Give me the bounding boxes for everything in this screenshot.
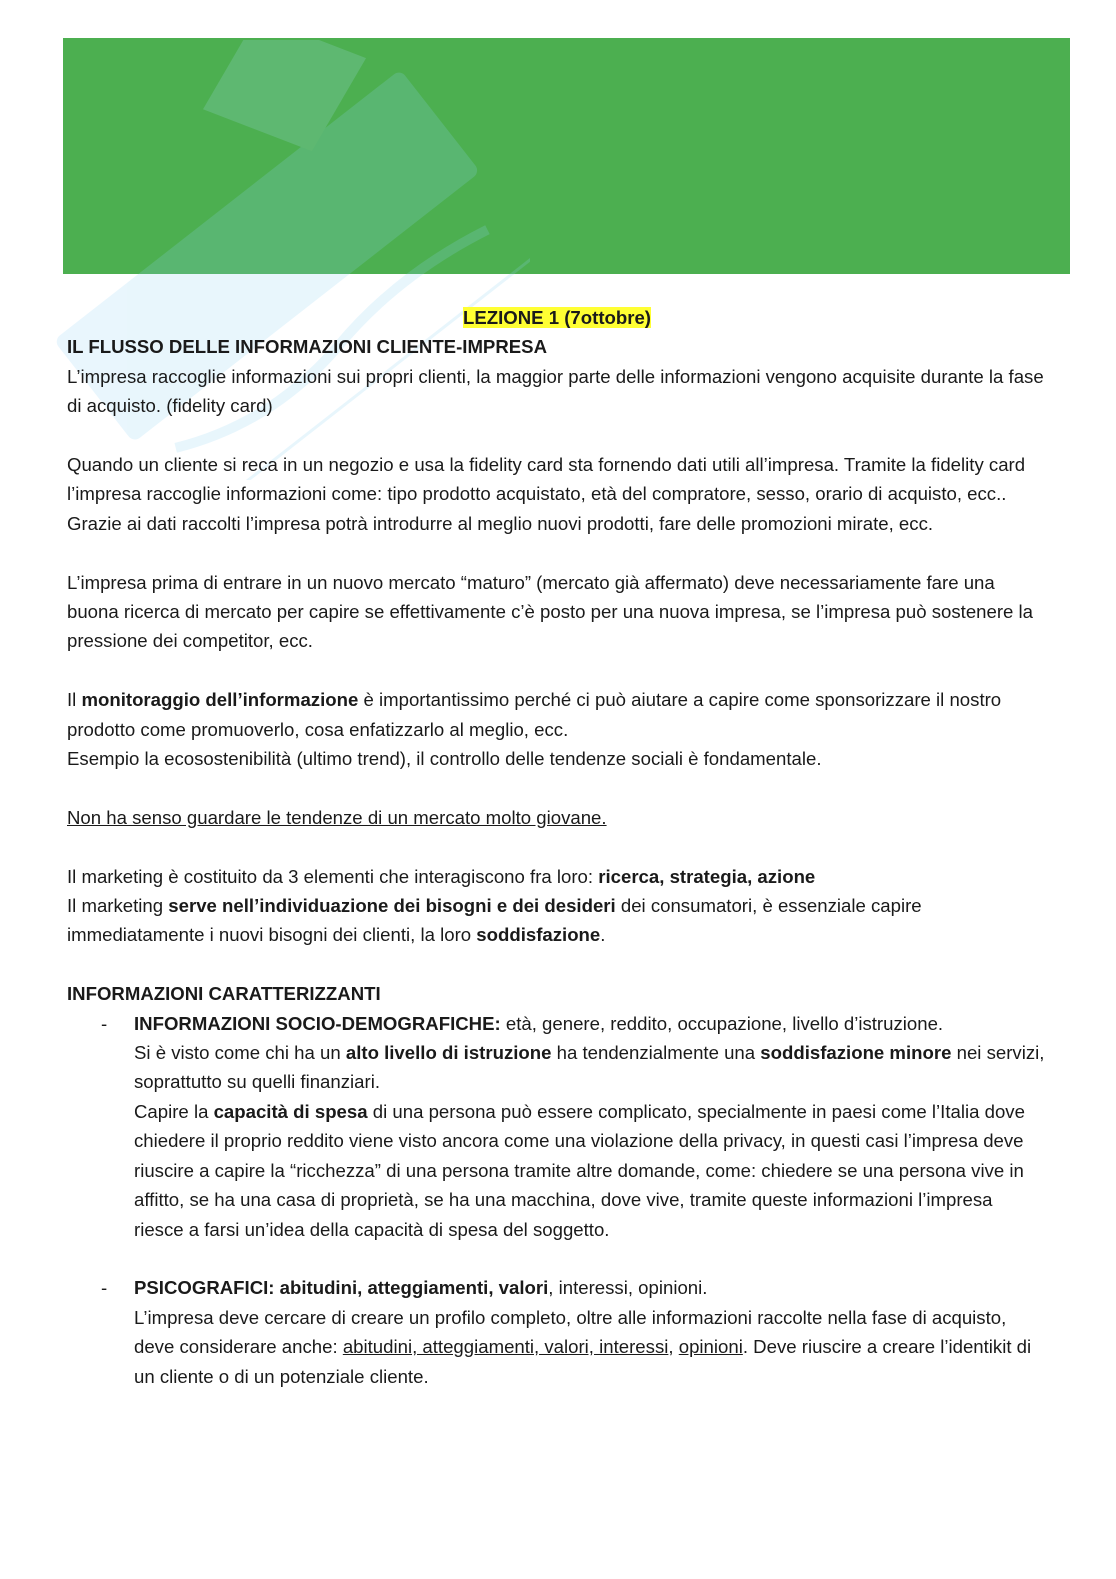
lesson-title: LEZIONE 1 (7ottobre) — [462, 307, 651, 328]
header-banner — [63, 38, 1070, 274]
list-item-psychographic: - PSICOGRAFICI: abitudini, atteggiamenti, valori, interessi, opinioni. L’impresa deve cercare di creare un profilo completo, oltre alle informazioni raccolte nella fase di acquisto, deve considerare anche: abitudini, atteggiamenti, valori, interessi, opinioni. Deve riuscire a creare l’identikit di un cliente o di un potenziale cliente. — [67, 1273, 1047, 1391]
paragraph-9: Il marketing serve nell’individuazione dei bisogni e dei desideri dei consumatori, è essenziale capire immediatamente i nuovi bisogni dei clienti, la loro soddisfazione. — [67, 895, 922, 946]
lesson-title-line — [67, 303, 1047, 332]
section-heading-flow: IL FLUSSO DELLE INFORMAZIONI CLIENTE-IMPRESA — [67, 336, 547, 358]
list-dash: - — [101, 1012, 108, 1034]
paragraph-3: Grazie ai dati raccolti l’impresa potrà introdurre al meglio nuovi prodotti, fare delle promozioni mirate, ecc. — [67, 512, 934, 534]
paragraph-5: Il monitoraggio dell’informazione è importantissimo perché ci può aiutare a capire come sponsorizzare il nostro prodotto come promuoverlo, cosa enfatizzarlo al meglio, ecc. — [67, 689, 1002, 740]
paragraph-8: Il marketing è costituito da 3 elementi che interagiscono fra loro: ricerca, strategia, azione — [67, 865, 816, 887]
section-heading-info: INFORMAZIONI CARATTERIZZANTI — [67, 983, 381, 1005]
list-item-socio-demographic: - INFORMAZIONI SOCIO-DEMOGRAFICHE: età, genere, reddito, occupazione, livello d’istruzione. Si è visto come chi ha un alto livello di istruzione ha tendenzialmente una soddisfazione minore nei servizi, soprattutto su quelli finanziari. Capire la capacità di spesa di una persona può essere complicato, specialmente in paesi come l’Italia dove chiedere il proprio reddito viene visto ancora come una violazione della privacy, in questi casi l’impresa deve riuscire a capire la “ricchezza” di una persona tramite altre domande, come: chiedere se una persona vive in affitto, se ha una casa di proprietà, se ha una macchina, dove vive, tramite queste informazioni l’impresa riesce a farsi un’idea della capacità di spesa del soggetto. — [67, 1009, 1047, 1244]
paragraph-1: L’impresa raccoglie informazioni sui propri clienti, la maggior parte delle informazioni vengono acquisite durante la fase di acquisto. (fidelity card) — [67, 365, 1044, 417]
paragraph-7: Non ha senso guardare le tendenze di un mercato molto giovane. — [67, 806, 607, 828]
paragraph-2: Quando un cliente si reca in un negozio e usa la fidelity card sta fornendo dati utili all’impresa. Tramite la fidelity card l’impresa raccoglie informazioni come: tipo prodotto acquistato, età del compratore, sesso, orario di acquisto, ecc.. — [67, 454, 1026, 505]
document-body — [67, 303, 1047, 1391]
paragraph-6: Esempio la ecosostenibilità (ultimo trend), il controllo delle tendenze sociali è fondamentale. — [67, 748, 822, 770]
paragraph-4: L’impresa prima di entrare in un nuovo mercato “maturo” (mercato già affermato) deve necessariamente fare una buona ricerca di mercato per capire se effettivamente c’è posto per una nuova impresa, se l’impresa può sostenere la pressione dei competitor, ecc. — [67, 571, 1034, 652]
list-dash: - — [101, 1277, 108, 1299]
